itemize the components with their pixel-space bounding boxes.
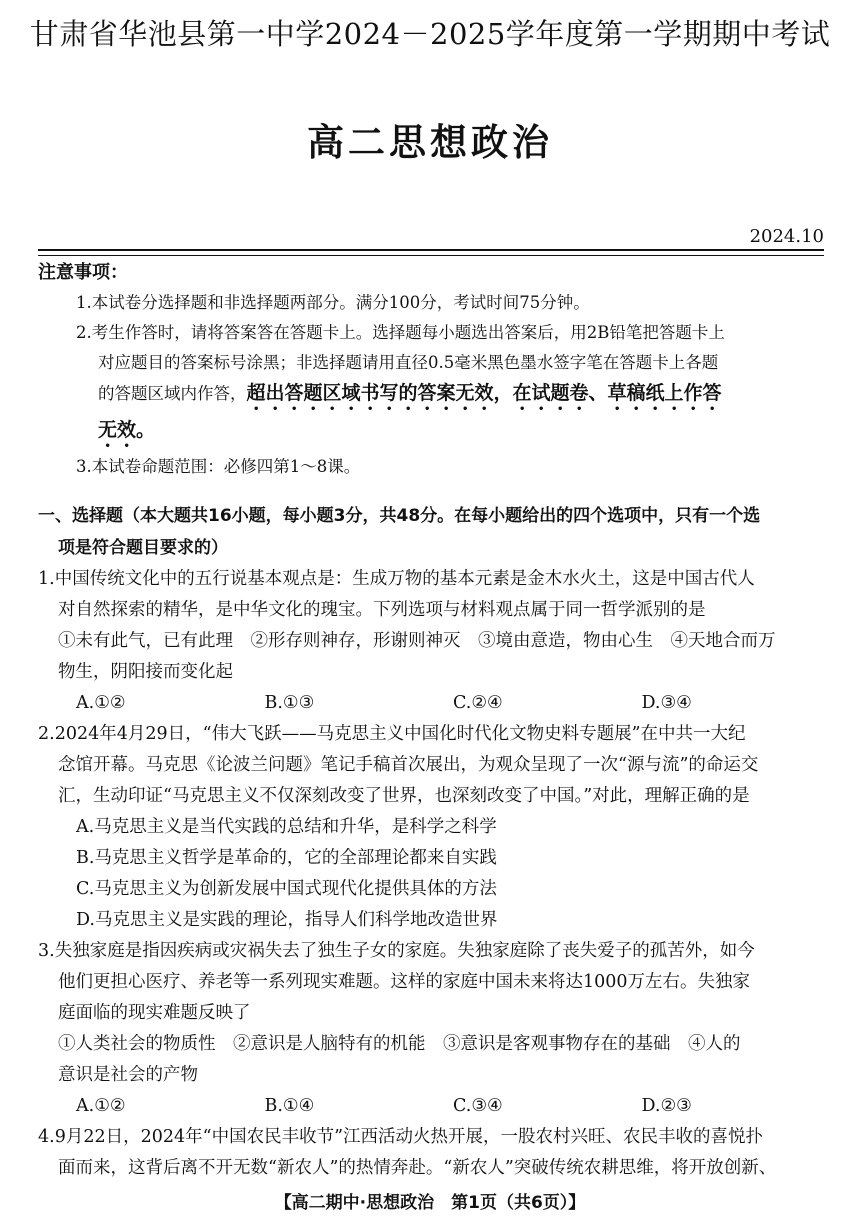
- question-3-line-4: ①人类社会的物质性 ②意识是人脑特有的机能 ③意识是客观事物存在的基础 ④人的: [58, 1034, 741, 1054]
- question-3-line-3: 庭面临的现实难题反映了: [58, 1003, 251, 1023]
- question-4-line-2: 面而来，这背后离不开无数“新农人”的热情奔赴。“新农人”突破传统农耕思维，将开放创新、: [58, 1158, 777, 1178]
- question-3-line-2: 他们更担心医疗、养老等一系列现实难题。这样的家庭中国未来将达1000万左右。失独家: [58, 972, 751, 992]
- notice-item-2-line-2: 对应题目的答案标号涂黑；非选择题请用直径0.5毫米黑色墨水签字笔在答题卡上各题: [98, 353, 719, 372]
- question-4-line-1: 4.9月22日，2024年“中国农民丰收节”江西活动火热开展，一股农村兴旺、农民丰收的喜悦扑: [38, 1127, 764, 1147]
- header-rule-thick: [38, 249, 824, 251]
- subject-title: 高二思想政治: [307, 121, 553, 164]
- notice-item-2-line-4: [38, 415, 830, 452]
- notice-item-2-line-3-prefix: 的答题区域内作答，: [98, 384, 247, 403]
- notice-emphasis-end: 无效。: [98, 419, 156, 441]
- question-2-option-a: A.马克思主义是当代实践的总结和升华，是科学之科学: [76, 817, 497, 837]
- question-1-line-4: 物生，阴阳接而变化起: [58, 662, 233, 682]
- notice-item-2-line-1: 2.考生作答时，请将答案答在答题卡上。选择题每小题选出答案后，用2B铅笔把答题卡上: [76, 323, 725, 342]
- header-rule-thin: [38, 255, 824, 256]
- section-heading-line-1: 一、选择题（本大题共16小题，每小题3分，共48分。在每小题给出的四个选项中，只有一个选: [38, 506, 761, 526]
- question-2-line-3: 汇，生动印证“马克思主义不仅深刻改变了世界，也深刻改变了中国。”对此，理解正确的是: [58, 786, 750, 806]
- notice-item-3: 3.本试卷命题范围：必修四第1～8课。: [76, 457, 361, 476]
- question-3-choices: [38, 1091, 830, 1122]
- question-1-line-2: 对自然探索的精华，是中华文化的瑰宝。下列选项与材料观点属于同一哲学派别的是: [58, 600, 706, 620]
- notice-emphasis-text: 超出答题区域书写的答案无效，在试题卷、草稿纸上作答: [246, 382, 722, 404]
- question-2-option-d: D.马克思主义是实践的理论，指导人们科学地改造世界: [76, 910, 498, 930]
- exam-title: 甘肃省华池县第一中学2024－2025学年度第一学期期中考试: [29, 17, 831, 51]
- choice-c: C.②④: [453, 693, 503, 713]
- exam-date: 2024.10: [749, 226, 824, 247]
- exam-content: [38, 258, 830, 1184]
- question-2-option-b: B.马克思主义哲学是革命的，它的全部理论都来自实践: [76, 848, 497, 868]
- question-1-line-1: 1.中国传统文化中的五行说基本观点是：生成万物的基本元素是金木水火土，这是中国古代人: [38, 569, 755, 589]
- notice-item-2-line-3: [38, 378, 830, 415]
- section-gap: [38, 482, 830, 500]
- question-2-line-2: 念馆开幕。马克思《论波兰问题》笔记手稿首次展出，为观众呈现了一次“源与流”的命运交: [58, 755, 759, 775]
- question-2-option-c: C.马克思主义为创新发展中国式现代化提供具体的方法: [76, 879, 497, 899]
- choice-b: B.①③: [264, 693, 315, 713]
- section-heading-line-2: 项是符合题目要求的）: [58, 538, 228, 558]
- question-3-line-1: 3.失独家庭是指因疾病或灾祸失去了独生子女的家庭。失独家庭除了丧失爱子的孤苦外，如今: [38, 941, 755, 961]
- question-1-choices: [38, 688, 830, 719]
- choice-a: A.①②: [76, 1096, 126, 1116]
- question-2-line-1: 2.2024年4月29日，“伟大飞跃——马克思主义中国化时代化文物史料专题展”在中共一大纪: [38, 724, 746, 744]
- question-1-line-3: ①未有此气，已有此理 ②形存则神存，形谢则神灭 ③境由意造，物由心生 ④天地合而万: [58, 631, 776, 651]
- choice-b: B.①④: [264, 1096, 315, 1116]
- notice-heading: 注意事项：: [38, 262, 128, 283]
- notice-item-1: 1.本试卷分选择题和非选择题两部分。满分100分，考试时间75分钟。: [76, 293, 590, 312]
- choice-d: D.③④: [641, 693, 692, 713]
- choice-d: D.②③: [641, 1096, 692, 1116]
- choice-a: A.①②: [76, 693, 126, 713]
- page-footer: 【高二期中·思想政治 第1页（共6页）】: [274, 1193, 586, 1213]
- choice-c: C.③④: [453, 1096, 503, 1116]
- question-3-line-5: 意识是社会的产物: [58, 1065, 198, 1085]
